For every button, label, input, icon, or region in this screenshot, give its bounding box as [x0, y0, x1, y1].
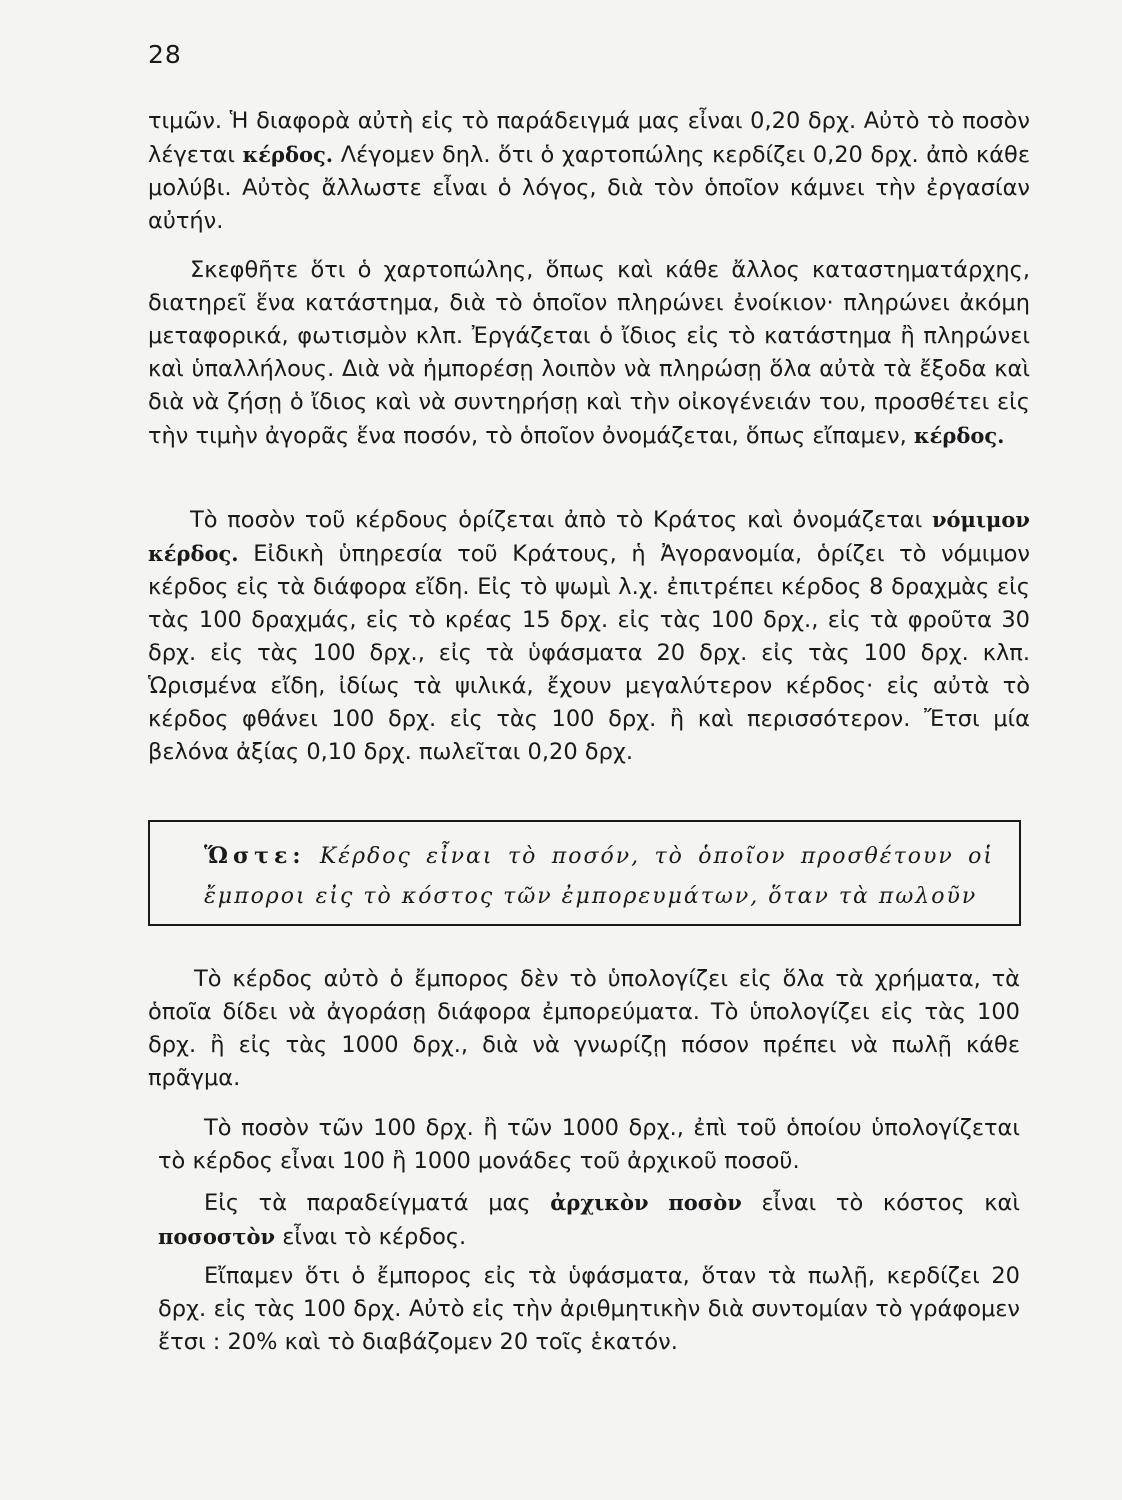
definition-box — [148, 820, 1021, 926]
paragraph-1-text-a: τιμῶν. Ἡ διαφορὰ αὐτὴ εἰς τὸ παράδειγμά μας εἶναι 0,20 δρχ. Αὐτὸ τὸ ποσὸν λέγεται — [148, 108, 1030, 168]
paragraph-4-text: Τὸ κέρδος αὐτὸ ὁ ἔμπορος δὲν τὸ ὑπολογίζει εἰς ὅλα τὰ χρήματα, τὰ ὁποῖα δίδει νὰ ἀγοράσῃ διάφορα ἐμπορεύματα. Τὸ ὑπολογίζει εἰς τὰς 100 δρχ. ἢ εἰς τὰς 1000 δρχ., διὰ νὰ γνωρίζῃ πόσον πρέπει νὰ πωλῇ κάθε πρᾶγμα. — [148, 966, 1020, 1091]
paragraph-6-text-b: εἶναι τὸ κόστος καὶ — [741, 1190, 1020, 1216]
paragraph-5 — [158, 1112, 1020, 1178]
paragraph-7 — [158, 1260, 1020, 1359]
paragraph-6 — [158, 1186, 1020, 1254]
paragraph-5-text: Τὸ ποσὸν τῶν 100 δρχ. ἢ τῶν 1000 δρχ., ἐπὶ τοῦ ὁποίου ὑπολογίζεται τὸ κέρδος εἶναι 100 ἢ 1000 μονάδες τοῦ ἀρχικοῦ ποσοῦ. — [158, 1115, 1020, 1174]
paragraph-6-text-a: Εἰς τὰ παραδείγματά μας — [204, 1190, 551, 1216]
paragraph-2-text-a: Σκεφθῆτε ὅτι ὁ χαρτοπώλης, ὅπως καὶ κάθε ἄλλος καταστηματάρχης, διατηρεῖ ἕνα κατάστημα, διὰ τὸ ὁποῖον πληρώνει ἐνοίκιον· πληρώνει ἀκόμη μεταφορικά, φωτισμὸν κλπ. Ἐργάζεται ὁ ἴδιος εἰς τὸ κατάστημα ἢ πληρώνει καὶ ὑπαλλήλους. Διὰ νὰ ἠμπορέσῃ λοιπὸν νὰ πληρώσῃ ὅλα αὐτὰ τὰ ἔξοδα καὶ διὰ νὰ ζήσῃ ὁ ἴδιος καὶ νὰ συντηρήσῃ καὶ τὴν οἰκογένειάν του, προσθέτει εἰς τὴν τιμὴν ἀγορᾶς ἕνα ποσόν, τὸ ὁποῖον ὀνομάζεται, ὅπως εἴπαμεν, — [148, 257, 1030, 449]
paragraph-3 — [148, 503, 1030, 769]
paragraph-3-text-a: Τὸ ποσὸν τοῦ κέρδους ὁρίζεται ἀπὸ τὸ Κράτος καὶ ὀνομάζεται — [190, 507, 932, 533]
term-legal-profit: νόμιμον κέρδος. — [148, 507, 1030, 566]
paragraph-1-text-b: Λέγομεν δηλ. ὅτι ὁ χαρτοπώλης κερδίζει 0,20 δρχ. ἀπὸ κάθε μολύβι. Αὐτὸς ἄλλωστε εἶναι ὁ λόγος, διὰ τὸν ὁποῖον κάμνει τὴν ἐργασίαν αὐτήν. — [148, 142, 1030, 234]
paragraph-7-text: Εἴπαμεν ὅτι ὁ ἔμπορος εἰς τὰ ὑφάσματα, ὅταν τὰ πωλῇ, κερδίζει 20 δρχ. εἰς τὰς 100 δρχ. Αὐτὸ εἰς τὴν ἀριθμητικὴν διὰ συντομίαν τὸ γράφομεν ἔτσι : 20% καὶ τὸ διαβάζομεν 20 τοῖς ἑκατόν. — [158, 1263, 1020, 1355]
definition-lead: Ὥστε: — [204, 843, 306, 869]
paragraph-1 — [148, 105, 1030, 238]
term-kerdos-1: κέρδος. — [242, 142, 334, 167]
definition-text — [204, 836, 994, 917]
page-number: 28 — [148, 40, 182, 69]
paragraph-3-text-b: Εἰδικὴ ὑπηρεσία τοῦ Κράτους, ἡ Ἀγορανομία, ὁρίζει τὸ νόμιμον κέρδος εἰς τὰ διάφορα εἴδη. Εἰς τὸ ψωμὶ λ.χ. ἐπιτρέπει κέρδος 8 δραχμὰς εἰς τὰς 100 δραχμάς, εἰς τὸ κρέας 15 δρχ. εἰς τὰς 100 δρχ., εἰς τὰ φροῦτα 30 δρχ. εἰς τὰς 100 δρχ., εἰς τὰ ὑφάσματα 20 δρχ. εἰς τὰς 100 δρχ. κλπ. Ὡρισμένα εἴδη, ἰδίως τὰ ψιλικά, ἔχουν μεγαλύτερον κέρδος· εἰς αὐτὰ τὸ κέρδος φθάνει 100 δρχ. εἰς τὰς 100 δρχ. ἢ καὶ περισσότερον. Ἔτσι μία βελόνα ἀξίας 0,10 δρχ. πωλεῖται 0,20 δρχ. — [148, 541, 1030, 765]
paragraph-4 — [148, 963, 1020, 1095]
term-initial-amount: ἀρχικὸν ποσὸν — [550, 1190, 742, 1215]
paragraph-2 — [148, 254, 1030, 453]
definition-body: Κέρδος εἶναι τὸ ποσόν, τὸ ὁποῖον προσθέτουν οἱ ἔμποροι εἰς τὸ κόστος τῶν ἐμπορευμάτων, ὅταν τὰ πωλοῦν — [204, 844, 994, 909]
paragraph-6-text-c: εἶναι τὸ κέρδος. — [275, 1224, 467, 1250]
term-kerdos-2: κέρδος. — [913, 423, 1005, 448]
term-percentage: ποσοστὸν — [158, 1224, 276, 1249]
